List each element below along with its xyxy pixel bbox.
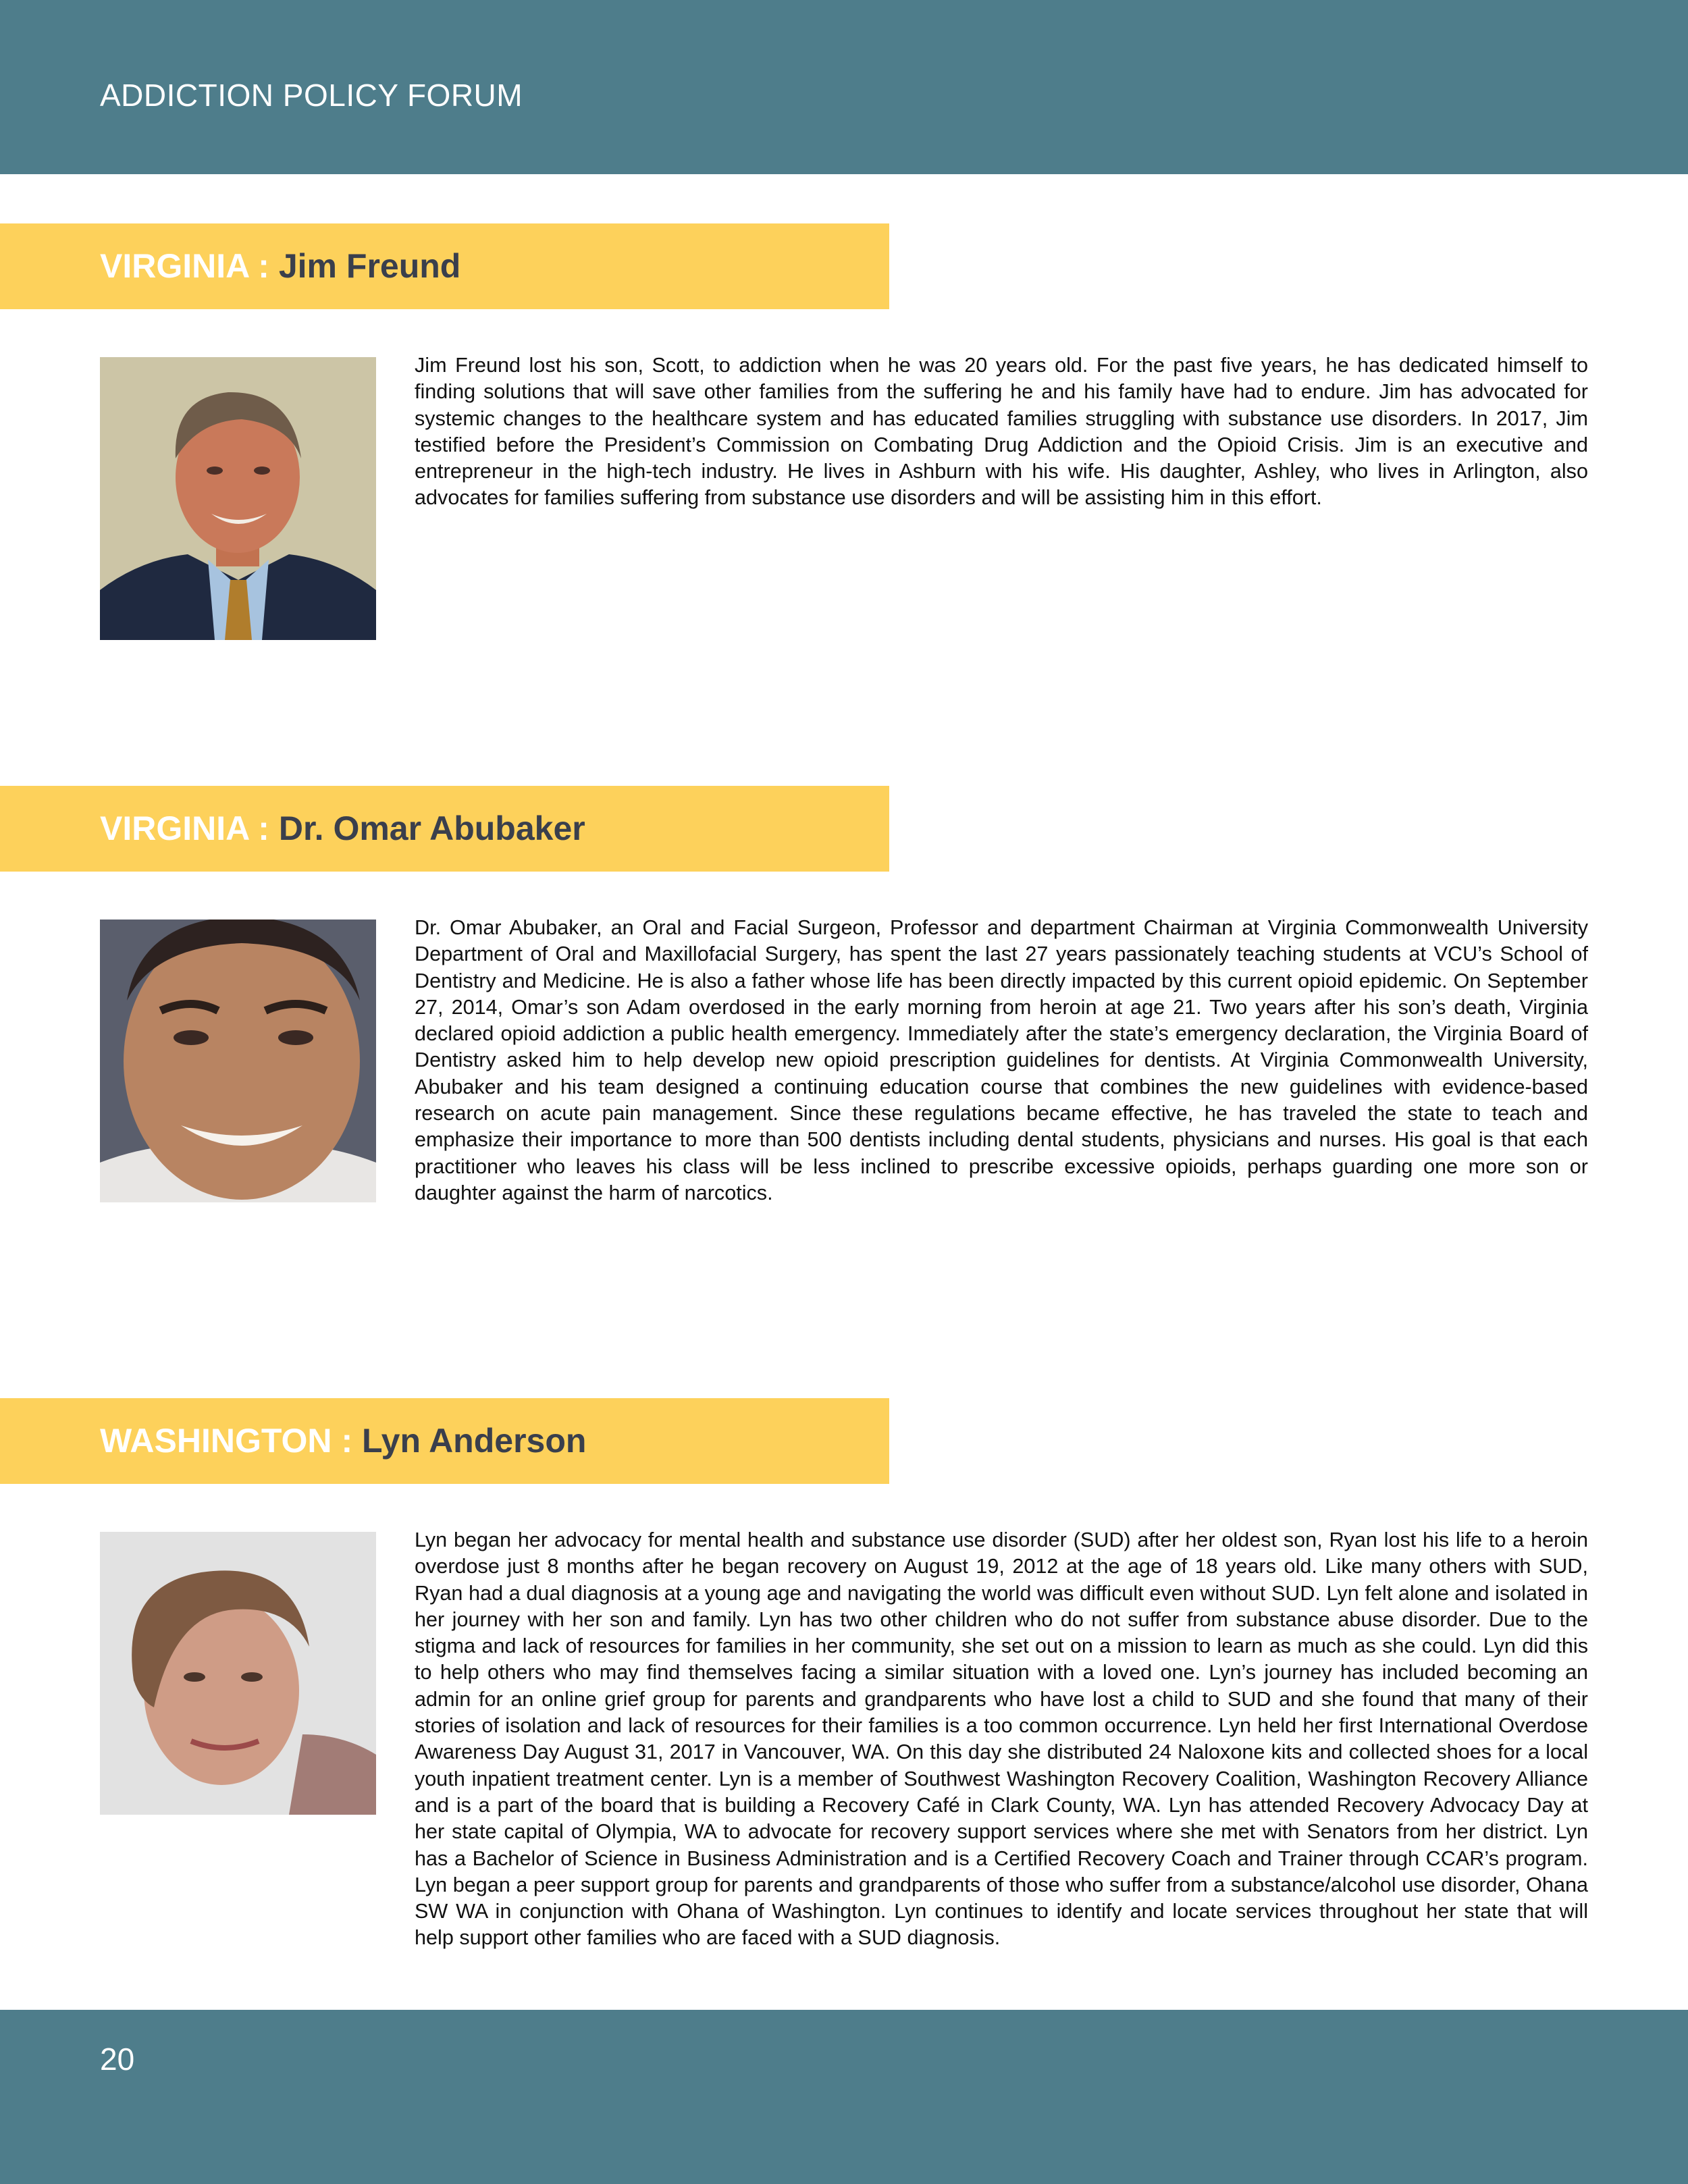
portrait-photo-lyn-anderson	[100, 1532, 376, 1815]
heading-separator: :	[258, 809, 269, 847]
state-label: VIRGINIA	[100, 809, 249, 847]
profile-bio: Lyn began her advocacy for mental health and substance use disorder (SUD) after her oldest son, Ryan lost his life to a heroin overdose just 8 months after he began recovery on August 19, 2012 at the age of 18 years old. Like many others with SUD, Ryan had a dual diagnosis at a young age and navigating the world was difficult even without SUD. Lyn felt alone and isolated in her journey with her son and family. Lyn has two other children who do not suffer from substance abuse disorder. Due to the stigma and lack of resources for families in her community, she set out on a mission to learn as much as she could. Lyn did this to help others who may find themselves facing a similar situation with a loved one. Lyn’s journey has included becoming an admin for an online grief group for parents and grandparents who have lost a child to SUD and she found that many of their stories of isolation and lack of resources for their families is a too common occurrence. Lyn held her first International Overdose Awareness Day August 31, 2017 in Vancouver, WA. On this day she distributed 24 Naloxone kits and collected shoes for a local youth inpatient treatment center. Lyn is a member of Southwest Washington Recovery Coalition, Washington Recovery Alliance and is a part of the board that is building a Recovery Café in Clark County, WA. Lyn has attended Recovery Advocacy Day at her state capital of Olympia, WA to advocate for recovery support services where she met with Senators from her district. Lyn has a Bachelor of Science in Business Administration and is a Certified Recovery Coach and Trainer through CCAR’s program. Lyn began a peer support group for parents and grandparents of those who suffer from a substance/alcohol use disorder, Ohana SW WA in conjunction with Ohana of Washington. Lyn continues to identify and locate services throughout her state that will help support other families who are faced with a SUD diagnosis.	[415, 1528, 1588, 1950]
profile-heading	[100, 786, 585, 872]
profile-banner-omar-abubaker	[0, 786, 889, 872]
state-label: WASHINGTON	[100, 1422, 332, 1460]
state-label: VIRGINIA	[100, 247, 249, 285]
heading-separator: :	[341, 1422, 353, 1460]
profile-heading	[100, 1398, 586, 1484]
portrait-photo-jim-freund	[100, 357, 376, 640]
page-header	[0, 0, 1688, 174]
publication-title: ADDICTION POLICY FORUM	[100, 78, 523, 113]
portrait-photo-omar-abubaker	[100, 920, 376, 1202]
person-name: Jim Freund	[278, 247, 461, 285]
profile-bio: Jim Freund lost his son, Scott, to addiction when he was 20 years old. For the past five years, he has dedicated himself to finding solutions that will save other families from the suffering he and his family have had to endure. Jim has advocated for systemic changes to the healthcare system and has educated families struggling with substance use disorders. In 2017, Jim testified before the President’s Commission on Combating Drug Addiction and the Opioid Crisis. Jim is an executive and entrepreneur in the high-tech industry. He lives in Ashburn with his wife. His daughter, Ashley, who lives in Arlington, also advocates for families suffering from substance use disorders and will be assisting him in this effort.	[415, 354, 1588, 510]
profile-banner-jim-freund	[0, 223, 889, 309]
person-name: Lyn Anderson	[362, 1422, 587, 1460]
profile-heading	[100, 223, 460, 309]
heading-separator: :	[258, 247, 269, 285]
profile-bio: Dr. Omar Abubaker, an Oral and Facial Surgeon, Professor and department Chairman at Virginia Commonwealth University Department of Oral and Maxillofacial Surgery, has spent the last 27 years passionately teaching students at VCU’s School of Dentistry and Medicine. He is also a father whose life has been directly impacted by this current opioid epidemic. On September 27, 2014, Omar’s son Adam overdosed in the early morning from heroin at age 21. Two years after his son’s death, Virginia declared opioid addiction a public health emergency. Immediately after the state’s emergency declaration, the Virginia Board of Dentistry asked him to help develop new opioid prescription guidelines for dentists. At Virginia Commonwealth University, Abubaker and his team designed a continuing education course that combines the new guidelines with evidence-based research on acute pain management. Since these regulations became effective, he has traveled the state to teach and emphasize their importance to more than 500 dentists including dental students, physicians and nurses. His goal is that each practitioner who leaves his class will be less inclined to prescribe excessive opioids, perhaps guarding one more son or daughter against the harm of narcotics.	[415, 916, 1588, 1204]
page-number: 20	[100, 2042, 135, 2077]
person-name: Dr. Omar Abubaker	[278, 809, 585, 847]
page-footer	[0, 2010, 1688, 2184]
profile-banner-lyn-anderson	[0, 1398, 889, 1484]
